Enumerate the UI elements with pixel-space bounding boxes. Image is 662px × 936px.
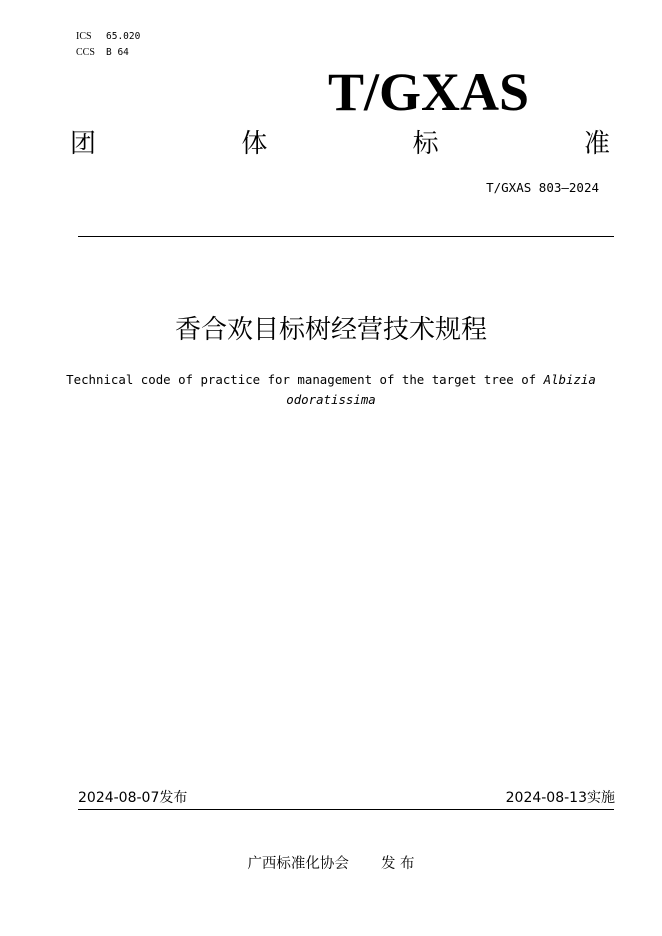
ccs-label: CCS — [76, 47, 95, 58]
standard-number: T/GXAS 803—2024 — [486, 180, 599, 195]
standard-type-char: 标 — [412, 129, 439, 159]
implement-label: 实施 — [587, 790, 615, 806]
ics-value: 65.020 — [106, 31, 141, 42]
title-english-text: Technical code of practice for management of the target tree of — [66, 372, 544, 387]
implement-date-line — [506, 788, 615, 808]
publisher-action: 发 布 — [380, 856, 415, 872]
org-code: T/GXAS — [328, 62, 530, 122]
title-english-species: Albizia odoratissima — [286, 372, 596, 407]
publish-date-line — [78, 788, 187, 808]
title-english — [40, 370, 622, 410]
publish-label: 发布 — [159, 790, 188, 806]
ccs-value: B 64 — [106, 47, 129, 58]
publisher-name: 广西标准化协会 — [247, 856, 349, 872]
publish-date: 2024-08-07 — [78, 790, 160, 806]
title-chinese: 香合欢目标树经营技术规程 — [174, 315, 487, 345]
ics-label: ICS — [76, 31, 92, 42]
footer-divider — [78, 809, 614, 810]
ics-row — [76, 31, 140, 43]
header-divider — [78, 236, 614, 237]
publisher-line — [0, 853, 662, 875]
ccs-row — [76, 47, 129, 59]
standard-type-char: 体 — [241, 129, 268, 159]
standard-type — [70, 126, 610, 162]
standard-type-char: 准 — [583, 129, 610, 159]
standard-type-char: 团 — [70, 129, 97, 159]
implement-date: 2024-08-13 — [505, 790, 587, 806]
